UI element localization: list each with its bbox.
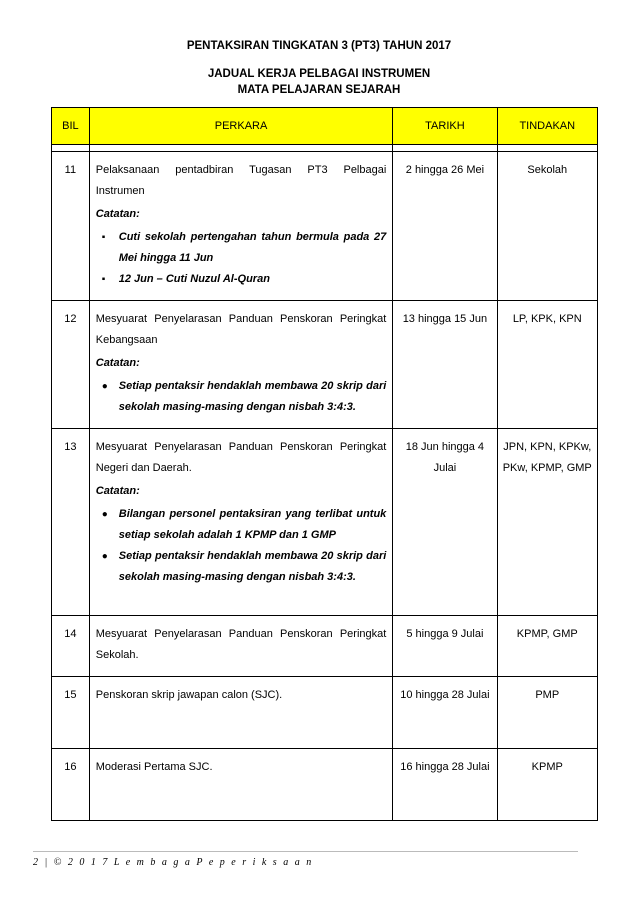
- catatan-text: Setiap pentaksir hendaklah membawa 20 skrip dari sekolah masing-masing dengan nisbah 3:4:3.: [118, 550, 387, 583]
- catatan-label: Catatan:: [95, 485, 140, 497]
- table-row: [52, 152, 598, 301]
- dot-bullet-icon: ●: [101, 509, 108, 520]
- list-item: [96, 376, 387, 418]
- dot-bullet-icon: ●: [101, 381, 108, 392]
- catatan-list: [96, 376, 387, 418]
- dot-bullet-icon: ●: [101, 551, 108, 562]
- cell-bil: 15: [52, 677, 90, 749]
- list-item: [96, 504, 387, 546]
- cell-bil: 12: [52, 301, 90, 429]
- table-row: [52, 429, 598, 616]
- table-row: [52, 301, 598, 429]
- perkara-text: Moderasi Pertama SJC.: [95, 761, 213, 773]
- cell-tarikh: 16 hingga 28 Julai: [393, 749, 497, 821]
- catatan-text: Bilangan personel pentaksiran yang terlibat untuk setiap sekolah adalah 1 KPMP dan 1 GMP: [118, 508, 387, 541]
- column-header-tarikh: TARIKH: [393, 108, 497, 145]
- catatan-label: Catatan:: [95, 357, 140, 369]
- table-body: [52, 152, 598, 821]
- list-item: [96, 227, 387, 269]
- page-title: PENTAKSIRAN TINGKATAN 3 (PT3) TAHUN 2017: [186, 40, 452, 52]
- square-bullet-icon: ▪: [101, 232, 106, 243]
- cell-bil: 13: [52, 429, 90, 616]
- catatan-text: 12 Jun – Cuti Nuzul Al-Quran: [118, 273, 270, 285]
- catatan-list: [96, 504, 387, 588]
- cell-tindakan: Sekolah: [497, 152, 597, 301]
- cell-tindakan: KPMP: [497, 749, 597, 821]
- catatan-label: Catatan:: [95, 208, 140, 220]
- catatan-text: Cuti sekolah pertengahan tahun bermula pada 27 Mei hingga 11 Jun: [118, 231, 387, 264]
- column-header-perkara: PERKARA: [89, 108, 393, 145]
- list-item: [96, 269, 387, 290]
- square-bullet-icon: ▪: [101, 274, 106, 285]
- cell-tarikh: 5 hingga 9 Julai: [393, 616, 497, 677]
- cell-tarikh: 2 hingga 26 Mei: [393, 152, 497, 301]
- cell-tarikh: 18 Jun hingga 4 Julai: [393, 429, 497, 616]
- table-row: [52, 677, 598, 749]
- list-item: [96, 546, 387, 588]
- cell-bil: 16: [52, 749, 90, 821]
- cell-bil: 11: [52, 152, 90, 301]
- table-row: [52, 616, 598, 677]
- page-subtitle-subject: MATA PELAJARAN SEJARAH: [237, 84, 401, 96]
- column-header-bil: BIL: [52, 108, 90, 145]
- column-header-tindakan: TINDAKAN: [497, 108, 597, 145]
- perkara-text: Mesyuarat Penyelarasan Panduan Penskoran Peringkat Negeri dan Daerah.: [95, 441, 387, 474]
- header-gap-row: [52, 145, 598, 152]
- cell-tindakan: PMP: [497, 677, 597, 749]
- cell-tindakan: LP, KPK, KPN: [497, 301, 597, 429]
- cell-perkara: [89, 677, 393, 749]
- footer-divider: [33, 851, 578, 852]
- schedule-table: [51, 107, 598, 821]
- catatan-text: Setiap pentaksir hendaklah membawa 20 skrip dari sekolah masing-masing dengan nisbah 3:4:3.: [118, 380, 387, 413]
- cell-tarikh: 10 hingga 28 Julai: [393, 677, 497, 749]
- table-row: [52, 749, 598, 821]
- cell-perkara: [89, 749, 393, 821]
- perkara-text: Mesyuarat Penyelarasan Panduan Penskoran Peringkat Sekolah.: [95, 628, 387, 661]
- cell-perkara: [89, 429, 393, 616]
- cell-bil: 14: [52, 616, 90, 677]
- perkara-text: Penskoran skrip jawapan calon (SJC).: [95, 689, 283, 701]
- table-header-row: [52, 108, 598, 145]
- page-subtitle: JADUAL KERJA PELBAGAI INSTRUMEN: [207, 68, 431, 80]
- cell-tindakan: KPMP, GMP: [497, 616, 597, 677]
- page-footer: 2 | © 2 0 1 7 L e m b a g a P e p e r i k s a a n: [33, 857, 314, 868]
- cell-perkara: [89, 301, 393, 429]
- perkara-text: Mesyuarat Penyelarasan Panduan Penskoran Peringkat Kebangsaan: [95, 313, 387, 346]
- perkara-text: Pelaksanaan pentadbiran Tugasan PT3 Pelbagai Instrumen: [95, 164, 387, 197]
- cell-perkara: [89, 616, 393, 677]
- cell-tarikh: 13 hingga 15 Jun: [393, 301, 497, 429]
- cell-tindakan: JPN, KPN, KPKw, PKw, KPMP, GMP: [497, 429, 597, 616]
- cell-perkara: [89, 152, 393, 301]
- catatan-list: [96, 227, 387, 290]
